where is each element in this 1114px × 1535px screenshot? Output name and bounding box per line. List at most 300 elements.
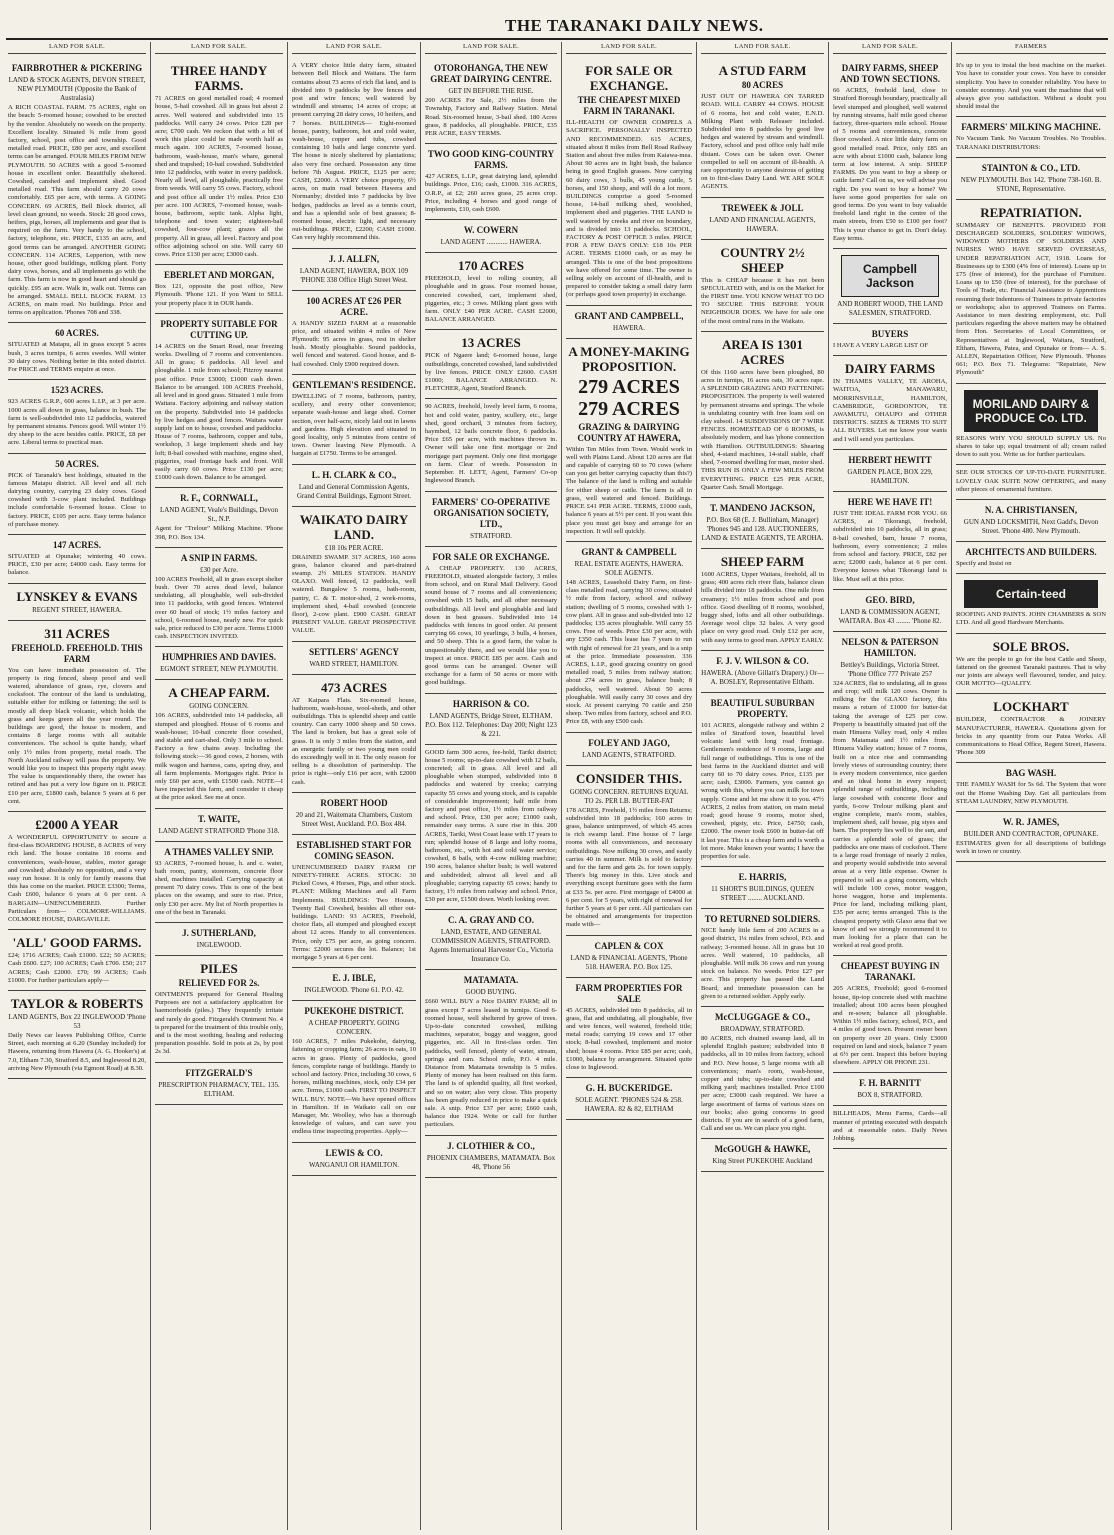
ad-headline: A CHEAP FARM. bbox=[168, 685, 270, 701]
ad-subheading: N. A. CHRISTIANSEN, bbox=[984, 504, 1078, 515]
advertisement bbox=[425, 1136, 557, 1178]
ad-body-text: A CHEAP PROPERTY. 130 ACRES, FREEHOLD, situated alongside factory, 3 miles from school, and on Rural Mail Delivery. Good sound house of 7 rooms and all conveniences; cowshed with 15 bails, and all other necessary outbuildings. All level and ploughable and laid down in best grasses. Subdivided into 14 paddocks with fences in good order. At present carrying 66 cows, 10 yearlings, 3 bulls, 4 horses, and 50 sheep. This is a good farm, the value is unquestionably there, and we would like you to inspect at once. PRICE £85 per acre. Cash and good terms can be arranged. Owner will exchange for a farm of 50 acres or more with good buildings. bbox=[425, 564, 557, 687]
column-3 bbox=[288, 42, 421, 1530]
column-6 bbox=[697, 42, 829, 1530]
advertisement bbox=[425, 745, 557, 911]
ad-subheading: 50 ACRES. bbox=[55, 458, 99, 469]
advertisement bbox=[425, 253, 557, 330]
ad-byline: GET IN BEFORE THE RISE. bbox=[448, 87, 534, 96]
ad-body-text: A RICH COASTAL FARM. 75 ACRES, right on the beach: 5-roomed house; cowshed to be erected by the vendor. Absolutely no weeds on the property. Excellent locality. Situated ¾ mile from good factory, school, post office and township. Good metalled road. PRICE, £80 per acre, and excellent terms can be arranged. FOUR MILES FROM NEW PLYMOUTH. 50 ACRES with a good 5-roomed house in excellent order. Beautifully sheltered. Cowshed, canshed and implement shed. Good metalled road. This farm should carry 20 cows comfortably. £65 per acre, with terms. A GOING CONCERN. 69 ACRES, Bell Block district, all level clean ground, no weeds. Stock: 28 good cows, heifers, pigs, horses, all implements and gear that is required on the farm. Very handy to the school, factory, telephone, etc. PRICE, £135 an acre, and good terms can be arranged. ANOTHER GOING CONCERN. 114 ACRES, Lepperton, with new house, other good buildings, milking plant. Forty dairy cows, horses, and all implements go with the farm. This farm is now in good heart and should go quickly. £95 an acre. Walk in, walk out. Terms can be arranged. SMALL BELL BLOCK FARM. 13 ACRES, on main road. No buildings. Price and terms on application. 'Phones 708 and 338. bbox=[8, 104, 146, 317]
ad-body-text: Within Ten Miles from Town. Would work in well with Plains Land. About 120 acres are flat and capable of carrying 60 to 70 cows (where can you get better carrying capacity than this?) The balance of the land is rolling and suitable for either sheep or cattle. The farm is all in grass, well watered and fenced. Buildings. PRICE £41 PER ACRE. TERMS, £1000 cash, balance 6 years at 5½ per cent. If you want this place you must get busy and arrange for an inspection. It will sell quickly. bbox=[566, 445, 692, 535]
ad-subheading: W. R. JAMES, bbox=[1002, 816, 1060, 827]
advertisement bbox=[292, 507, 416, 642]
column-heading: LAND FOR SALE. bbox=[701, 42, 824, 54]
ad-byline: GOING CONCERN. RETURNS EQUAL TO 2s. PER LB. BUTTER-FAT bbox=[569, 787, 689, 805]
ad-subheading: E. HARRIS, bbox=[738, 872, 787, 883]
ad-subheading: 60 ACRES. bbox=[55, 328, 99, 339]
ad-subheading: C. A. GRAY AND CO. bbox=[447, 915, 535, 926]
column-heading: LAND FOR SALE. bbox=[425, 42, 557, 54]
ad-body-text: DWELLING of 7 rooms, bathroom, pantry, scullery, and every other convenience; separate wash-house and large shed. Corner section, over half-acre, nicely laid out in lawns and gardens. High elevation and situated in good locality, only 5 minutes from centre of town. Owner leaving New Plymouth. A bargain at £1750. Terms to be arranged. bbox=[292, 392, 416, 458]
advertisement bbox=[155, 647, 283, 680]
ad-byline: PRESCRIPTION PHARMACY, TEL. 135. ELTHAM. bbox=[158, 1080, 280, 1098]
ad-subheading: FREEHOLD. FREEHOLD. THIS FARM bbox=[11, 642, 143, 664]
ad-subheading: L. H. CLARK & CO., bbox=[311, 469, 397, 480]
ad-subheading: R. F., CORNWALL, bbox=[180, 493, 258, 504]
advertisement bbox=[956, 500, 1106, 542]
ad-subheading: RELIEVED FOR 2s. bbox=[178, 978, 260, 989]
column-7 bbox=[829, 42, 952, 1530]
ad-subheading: BEAUTIFUL SUBURBAN PROPERTY. bbox=[710, 697, 815, 719]
ad-byline: NEW PLYMOUTH. Box 142. 'Phone 738-160. B. STONE, Representative. bbox=[960, 175, 1102, 193]
ad-headline: LOCKHART bbox=[993, 699, 1069, 715]
advertisement bbox=[155, 842, 283, 923]
ad-body-text: JUST OUT OF HAWERA ON TARRED ROAD. WILL CARRY 44 COWS. HOUSE of 6 rooms, hot and cold water, E.N.D. Milking Plant with Releaser included. Subdivided into 8 paddocks by good live hedges and watered by stream and windmill. Factory, school and post office only half mile distant. Cows can be taken over. Owner compelled to sell on account of ill-health. A rare opportunity to anyone desirous of getting on to first-class Dairy Land. WE ARE SOLE AGENTS. bbox=[701, 93, 824, 191]
ad-byline: BUILDER AND CONTRACTOR, OPUNAKE. bbox=[963, 829, 1099, 838]
advertisement bbox=[155, 548, 283, 648]
ad-subheading: HUMPHRIES AND DAVIES. bbox=[161, 652, 277, 663]
ad-body-text: BILLHEADS, Menu Farms, Cards—all manner of printing executed with despatch and at reasonable rates. Daily News Jobbing. bbox=[833, 1110, 947, 1143]
ad-body-text: Specify and Insist on bbox=[956, 559, 1012, 567]
ad-body-text: 45 ACRES, subdivided into 8 paddocks, all in grass, flat and undulating, all ploughable, five and wire fences, well watered, freehold title; metal roads; carrying 19 cows and 17 other stock; 8-bail cowshed, implement and motor shed; house 4 rooms. Price £85 per acre; cash, £1000, balance by arrangement. Situated quite close to Inglewood. bbox=[566, 1006, 692, 1072]
advertisement bbox=[155, 809, 283, 842]
ad-byline: GARDEN PLACE, BOX 229, HAMILTON. bbox=[847, 467, 933, 485]
advertisement bbox=[956, 117, 1106, 157]
ad-body-text: 93 ACRES, 7-roomed house, h. and c. water, bath room, pantry, storeroom, concrete floor shed, machines installed. Carrying capacity at present 70 dairy cows. This is one of the best places on the swamp, and sure to rise. Price, only £30 per acre. My list of North properties is one of the best in Taranaki. bbox=[155, 859, 283, 916]
ad-body-text: JUST THE IDEAL FARM FOR YOU. 66 ACRES, at Tikorangi, freehold, subdivided into 10 paddocks, all in grass; 8-bail cowshed, barn, house 7 rooms, bathroom, every convenience; 2 miles from school and factory. PRICE, £82 per acre; £2000 cash, balance at 6 per cent. Everyone knows what Tikorangi land is like. Must sell at this price. bbox=[833, 509, 947, 583]
ad-body-text: ESTIMATES given for all descriptions of buildings work in town or country. bbox=[956, 839, 1106, 856]
advertisement bbox=[155, 314, 283, 488]
ad-subheading: 1523 ACRES. bbox=[50, 385, 104, 396]
advertisement bbox=[8, 380, 146, 453]
advertisement bbox=[701, 867, 824, 909]
advertisement bbox=[292, 465, 416, 507]
ad-body-text: 90 ACRES, freehold, lovely level farm, 6 rooms, hot and cold water, pantry, scullery, etc., large shed, good orchard, 3 minutes from factory, haymbed, 12 bails concrete floor, 6 paddocks. Price £65 per acre, with machines thrown in. Owner will take one first mortgage or 2nd mortgage part payment. Only one first mortgage on farm. Clear of weeds. Possession in September. H. LETT, Agent, Farmers' Co-op Inglewood Branch. bbox=[425, 403, 557, 485]
advertisement bbox=[292, 835, 416, 968]
ad-subheading: T. MANDENO JACKSON, bbox=[710, 502, 815, 513]
advertisement bbox=[155, 680, 283, 808]
ad-body-text: IN THAMES VALLEY, TE AROHA, WAITOA, MANAWARU, MORRINSVILLE, HAMILTON, CAMBRIDGE, GORDONTON, TE AWAMUTU, OHAUPO and OTHER DISTRICTS. SIZES & TERMS TO SUIT ALL BUYERS. Let me know your wants and I will send you particulars. bbox=[833, 378, 947, 443]
advertisement bbox=[956, 542, 1106, 574]
ad-body-text: 178 ACRES, Freehold, 1½ miles from Returns; subdivided into 18 paddocks; 160 acres in grass, balance unimproved, of which 45 acres is rich swamp land. Fine house of 7 large rooms with all conveniences, and necessary outbuildings. Now milking 30 cows, and easily carries 40 in summer. Milk is sold to factory and for the farm and gets 2s. for town supply. There's big money in this. Live stock and everything except furniture goes with the farm at £33 5s. per acre. First mortgage of £4000 at 6 per cent. for 5 years, with right of renewal for further 5 years at 6 per cent. All particulars can be obtained and arrangements for inspection made with— bbox=[566, 806, 692, 929]
ad-body-text: BUILDER, CONTRACTOR & JOINERY MANUFACTURER, HAWERA. Quotations given for bricks in any quantity from our Patea Works. All communications to Head Office, Regent Street, Hawera. 'Phone 309 bbox=[956, 716, 1106, 757]
ad-subheading: GEO. BIRD, bbox=[865, 594, 915, 605]
advertisement bbox=[425, 910, 557, 970]
advertisement bbox=[155, 956, 283, 1063]
ad-body-text: NICE handy little farm of 200 ACRES in a good district, 1¼ miles from school, P.O. and railway; 3-roomed house. All in grass but 10 acres. Well watered, 10 paddocks, all ploughable. Will milk 36 cows and run young stock on balance. No weeds. Price £27 per acre. This property has passed the Land Board, and immediate possession can be given to a returned soldier. Apply early. bbox=[701, 927, 824, 1000]
advertisement bbox=[701, 651, 824, 693]
advertisement bbox=[701, 1139, 824, 1172]
column-1 bbox=[4, 42, 151, 1530]
ad-byline: P.O. Box 68 (E. J. Bullinham, Manager) 'Phones 945 and 128. AUCTIONEERS, LAND & ESTATE AGENTS, TE AROHA. bbox=[701, 515, 824, 542]
advertisement bbox=[956, 763, 1106, 812]
ad-subheading: FOLEY AND JAGO, bbox=[588, 737, 670, 748]
advertisement bbox=[8, 584, 146, 621]
ad-subheading: THE CHEAPEST MIXED FARM IN TARANAKI. bbox=[577, 95, 681, 117]
ad-subheading: FITZGERALD'S bbox=[185, 1067, 253, 1078]
ad-headline: AREA IS 1301 ACRES bbox=[722, 336, 803, 367]
ad-byline: LAND, ESTATE, AND GENERAL COMMISSION AGENTS, STRATFORD. Agents International Harvester Co., Victoria Insurance Co. bbox=[429, 928, 553, 964]
ad-body-text: This is CHEAP because it has not been SPECULATED with, and is on the Market for the FIRST time. YOU KNOW WHAT TO DO TO SECURE THIS BEFORE YOUR NEIGHBOUR DOES. We have for sale one of the most central runs in the Waikato. bbox=[701, 276, 824, 325]
ad-subheading: GRAZING & DAIRYING COUNTRY AT HAWERA, bbox=[577, 421, 681, 443]
ad-body-text: 160 ACRES, 7 miles Pukekohe, dairying, fattening or cropping farm; 26 acres in oats, 10 acres in grass. Plenty of paddocks, good fences, complete range of buildings. Handy to school and factory. Price, including 30 cows, 6 horses, milking machines, stock, only £34 per acre. Terms, £1000 cash. FIRST TO INSPECT WILL BUY. NOTE—We have opened offices in Hamilton. If in Waikato call on our Manager, Mr. Woolley, who has a thorough knowledge of values, and can save you endless time inspecting properties. Apply— bbox=[292, 1038, 416, 1136]
ad-subheading: GENTLEMAN'S RESIDENCE. bbox=[292, 379, 416, 390]
advertisement bbox=[566, 58, 692, 305]
ad-body-text: REASONS WHY YOU SHOULD SUPPLY US. No shares to take up; equal treatment of all; cream railed down to suit you. Write us for further particulars. bbox=[956, 434, 1106, 459]
ad-body-text: £660 WILL BUY a Nice DAIRY FARM; all in grass except 7 acres leased in turnips. Good 6-roomed house, well sheltered by grove of trees. Up-to-date concreted cowshed, milking machines, separator, buggy and waggon, good piggeries, etc. All in first-class order. Ten paddocks, well fenced, plenty of water, stream, springs and ram. School mile, P.O. 4 mile. Distance from Matamata township is 5 miles. Plenty of money has been realised on this farm. The land is of splendid quality, all first worked, and so on water; also very close. This property has been greatly reduced in price to make a quick sale. A snip. Price £37 per acre; £660 cash, balance due 1924. Write or call for further particulars. bbox=[425, 998, 557, 1129]
ad-subheading: OTOROHANGA, THE NEW GREAT DAIRYING CENTRE. bbox=[430, 63, 552, 85]
ad-body-text: Agent for "Trelour" Milking Machine. 'Phone 398, P.O. Box 134. bbox=[155, 525, 283, 541]
column-2 bbox=[151, 42, 288, 1530]
ad-subheading: GRANT AND CAMPBELL, bbox=[574, 310, 684, 321]
ad-subheading: TWO GOOD KING-COUNTRY FARMS. bbox=[427, 149, 555, 171]
advertisement bbox=[8, 454, 146, 535]
ad-headline: COUNTRY 2½ SHEEP bbox=[720, 244, 805, 275]
advertisement bbox=[425, 144, 557, 220]
ad-body-text: 205 ACRES, Freehold; good 6-roomed house, tip-top concrete shed with machine installed; about 100 acres been ploughed and re-sown; balance all ploughable. Within 1½ miles factory, school, P.O., and 4 miles of good town. Present owner been on property over 20 years. Only £3000 required on land and stock, balance 7 years at 6½ per cent. Inspect this before buying elsewhere. APPLY OR PHONE 231. bbox=[833, 985, 947, 1067]
ad-subheading: MATAMATA. bbox=[463, 975, 519, 986]
ad-subheading: SETTLERS' AGENCY bbox=[309, 646, 399, 657]
column-4 bbox=[421, 42, 562, 1530]
ad-byline: BOX 8, STRATFORD. bbox=[857, 1091, 923, 1100]
ad-byline: GOOD BUYING. bbox=[465, 988, 517, 997]
ad-subheading: FOR SALE OR EXCHANGE. bbox=[432, 551, 550, 562]
advertisement bbox=[833, 632, 947, 957]
ad-byline: BROADWAY, STRATFORD. bbox=[720, 1025, 805, 1034]
advertisement bbox=[425, 220, 557, 253]
advertisement bbox=[292, 642, 416, 675]
ad-subheading: T. WAITE, bbox=[198, 813, 240, 824]
ad-body-text: It's up to you to instal the best machine on the market. You have to consider your cows. You have to consider simplicity. You have to consider reliability. You have to consider economy. And you want the machine that will always give you satisfaction. Without a doubt you should instal the bbox=[956, 62, 1106, 111]
ad-subheading: FAIRBROTHER & PICKERING bbox=[11, 63, 143, 74]
ad-body-text: No Vacuum Tank. No Vacuum Troubles. No Troubles. TARANAKI DISTRIBUTORS: bbox=[956, 135, 1106, 151]
advertisement bbox=[833, 58, 947, 249]
advertisement bbox=[833, 1073, 947, 1106]
ad-byline: STRATFORD. bbox=[470, 531, 512, 540]
advertisement bbox=[956, 384, 1106, 466]
advertisement bbox=[956, 694, 1106, 763]
ad-byline: King Street PUKEKOHE Auckland bbox=[712, 1157, 813, 1166]
ad-byline: £30 per Acre. bbox=[200, 565, 238, 574]
ad-headline: WAIKATO DAIRY LAND. bbox=[299, 511, 409, 542]
ad-subheading: PROPERTY SUITABLE FOR CUTTING UP. bbox=[160, 318, 278, 340]
advertisement bbox=[292, 58, 416, 248]
advertisement bbox=[8, 58, 146, 323]
advertisement bbox=[701, 58, 824, 197]
advertisement bbox=[292, 1143, 416, 1176]
column-heading: LAND FOR SALE. bbox=[155, 42, 283, 54]
ad-headline: TAYLOR & ROBERTS bbox=[10, 996, 144, 1012]
ad-body-text: 80 ACRES, rich drained swamp land, all in splendid English pasture; subdivided into 8 paddocks, all in 10 miles from factory, school and P.O. New house, 5 large rooms with all conveniences; man's room, wash-house, copper and tubs; up-to-date cowshed and milking yard; machines installed. Price £100 per acre; £3000 cash required. We have a large assortment of farms of various sizes on our books; also going concerns in good districts. If you are in search of a good farm, Call and see us. We can place you right. bbox=[701, 1035, 824, 1133]
advertisement bbox=[956, 634, 1106, 695]
advertisement bbox=[566, 306, 692, 339]
ad-body-text: 1600 ACRES, Upper Waitara, freehold, all in grass; 400 acres rich river flats, balance clean hills divided into 18 paddocks. One mile from creamery; 1½ miles from school and post office. Good dwelling of 8 rooms, woolshed, buggy shed, lofts and all other outbuildings. Average wool clips 32 bales. A very good place on very good road. Only £12 per acre, with easy terms to good man. APPLY EARLY. bbox=[701, 570, 824, 644]
advertisement bbox=[155, 58, 283, 265]
ad-byline: 20 and 21, Waitemata Chambers, Custom Street West, Auckland. P.O. Box 484. bbox=[295, 810, 413, 828]
ad-headline: THREE HANDY FARMS. bbox=[170, 63, 268, 94]
ad-subheading: LEWIS & CO. bbox=[325, 1147, 383, 1158]
ad-body-text: OINTMENTS prepared for General Healing Purposes are not a satisfactory application for haemorrhoids (piles.) They frequently irritate and rarely do good. Fitzgerald's Ointment No. 4 is prepared for the treatment of this trouble only, and is the most soothing, healing and reducing preparation possible. Sold in pots at 2s, by post 2s 3d. bbox=[155, 991, 283, 1056]
ad-byline: HAWERA. bbox=[613, 323, 645, 332]
ad-byline: LAND AGENT ............ HAWERA. bbox=[440, 238, 542, 247]
ad-body-text: You can have immediate possession of. The property is ring fenced, sheep proof and well watered, abundance of grass, rye, clovers and cocksfoot. The contour of the land is undulating, suitable either for milking or fattening; the soil is mostly all deep black volcanic, which holds the grass and keeps green all the year round. The buildings are good, the house is modern, and contains 8 large rooms with all suitable conveniences. The school is quite handy, wharf only 1½ miles from property, metal roads. The North Auckland railway will pass the property. We would like you to inspect this property right away. The value is unquestionably there, the owner has retired and has put a very low figure on it. PRICE £10 per acre, £1800 cash, balance 5 years at 6 per cent. bbox=[8, 666, 146, 805]
ad-subheading: PUKEKOHE DISTRICT. bbox=[304, 1006, 404, 1017]
advertisement bbox=[566, 733, 692, 766]
ad-byline: WARD STREET, HAMILTON. bbox=[309, 659, 399, 668]
advertisement bbox=[8, 323, 146, 380]
advertisement bbox=[292, 793, 416, 835]
ad-subheading: DAIRY FARMS, SHEEP AND TOWN SECTIONS. bbox=[840, 63, 940, 85]
column-5 bbox=[562, 42, 697, 1530]
ad-body-text: GOOD farm 300 acres, fee-hold, Tariki district; house 5 rooms; up-to-date cowshed with 12 bails, concreted; all in grass. All level and all ploughable when stumped, subdivided into 8 paddocks and watered by creeks; carrying capacity 55 cows and young stock, and is capable of considerable improvement; half mile from factory and post office, 1½ miles from railway and school. Price, £30 per acre; £1000 cash, remainder easy terms. A sure rise in this. 200 ACRES, Tariki, West Coast lease with 17 years to run; splendid house of 8 large and lofty rooms, bathroom, etc., with hot and cold water service; cowshed, 8 bails, with 4-cow milking machine; 190 acres, balance shelter bush; is well watered and subdivided; almost all level and all ploughable; carrying capacity 65 cows; handy to factory, 1½ miles from railway and school. Price, £30 per acre, £1500 down. Worth looking over. bbox=[425, 748, 557, 904]
ad-subheading: A SNIP IN FARMS. bbox=[180, 552, 258, 563]
ad-subheading: TO RETURNED SOLDIERS. bbox=[704, 914, 821, 925]
ad-body-text: SITUATED at Opunake; wintering 40 cows. PRICE, £30 per acre; £4000 cash. Easy terms for balance. bbox=[8, 552, 146, 577]
advertiser-logo: MORILAND DAIRY & PRODUCE Co. LTD. bbox=[964, 390, 1098, 432]
ad-subheading: EBERLET AND MORGAN, bbox=[163, 270, 275, 281]
ad-body-text: A HANDY SIZED FARM at a reasonable price, and situated within 4 miles of New Plymouth: 95 acres in grass, rest in shelter bush. Mostly ploughable. Sound paddocks, well fenced and watered. Good house, and 8-bail cowshed. Only £900 required down. bbox=[292, 319, 416, 368]
ad-headline: REPATRIATION. bbox=[980, 204, 1082, 220]
ad-byline: AND ROBERT WOOD, THE LAND SALESMEN, STRATFORD. bbox=[837, 300, 943, 318]
ad-byline: REAL ESTATE AGENTS, HAWERA. SOLE AGENTS. bbox=[574, 559, 684, 577]
ad-subheading: CAPLEN & COX bbox=[594, 940, 664, 951]
advertisement bbox=[833, 324, 947, 356]
advertisement bbox=[292, 291, 416, 375]
ad-byline: GUN AND LOCKSMITH, Next Gadd's, Devon Street. 'Phone 480. New Plymouth. bbox=[963, 517, 1099, 535]
ad-subheading: W. COWERN bbox=[463, 225, 519, 236]
ad-body-text: A VERY choice little dairy farm, situated between Bell Block and Waitara. The farm contains about 73 acres of rich flat land, and is divided into 9 paddocks by live fences and post and wire fences; well watered by windmill and streams; 14 acres of crops; at present carrying 28 dairy cows, 10 heifers, and 7 horses. BUILDINGS— Eight-roomed house, pantry, bathroom, hot and cold water, wash-house, copper and tubs, cowshed containing 10 bails and large concrete yard. The house is nicely sheltered by plantations; also very fine orchard. Possession any time before 7th August. PRICE, £125 per acre; CASH, £2000. A VERY choice property, 6½ acres, on main road between Hawera and Normanby; divided into 7 paddocks by live hedges, paddocks as level as a tennis court, and has a splendid sole of best grasses; 8-roomed house, electric light, and necessary out-buildings. PRICE, £2200; CASH £1000. Can very highly recommend this. bbox=[292, 62, 416, 242]
advertisement bbox=[701, 693, 824, 867]
advertiser-logo: Certain-teed bbox=[964, 580, 1098, 608]
ad-byline: PHOENIX CHAMBERS, MATAMATA. Box 48, 'Phone 56 bbox=[426, 1153, 556, 1171]
advertisement bbox=[155, 1063, 283, 1105]
advertisement bbox=[701, 332, 824, 498]
advertisement bbox=[701, 498, 824, 549]
advertisement bbox=[833, 1106, 947, 1149]
ad-byline: HAWERA. (Above Gillatt's Drapery.) Or— A. BOSLEY, Representative Eltham. bbox=[701, 668, 824, 686]
ad-subheading: 147 ACRES. bbox=[52, 539, 101, 550]
ad-subheading: ARCHITECTS AND BUILDERS. bbox=[965, 546, 1097, 557]
ad-body-text: 200 ACRES For Sale, 2½ miles from the Township, Factory and Railway Station. Metal Road. Six-roomed house, 3-bail shed. 180 Acres grass, 8 paddocks, all ploughable. PRICE, £35 PER ACRE, EASY TERMS. bbox=[425, 97, 557, 138]
ad-body-text: 923 ACRES G.R.P., 600 acres L.I.P., at 3 per acre. 1000 acres all down in grass, balance in bush. The farm is well-subdivided into 12 paddocks, watered by permanent streams. Fences good. Will winter 1½ dry sheep to the acre besides cattle. PRICE, £8 per acre. Liberal terms to practical man. bbox=[8, 398, 146, 447]
ad-subheading: FARM PROPERTIES FOR SALE bbox=[575, 982, 683, 1004]
ad-headline: 473 ACRES bbox=[320, 679, 388, 695]
ad-headline: LYNSKEY & EVANS bbox=[16, 588, 138, 604]
ad-headline: £2000 A YEAR bbox=[35, 817, 119, 832]
advertisement bbox=[956, 812, 1106, 862]
ad-subheading: ESTABLISHED START FOR COMING SEASON. bbox=[296, 839, 412, 861]
ad-subheading: STAINTON & CO., LTD. bbox=[981, 162, 1081, 173]
advertisement bbox=[833, 590, 947, 632]
ad-body-text: 324 ACRES, flat to undulating, all in grass and crop; will milk 120 cows. Owner is milking for the GLAXO factory, this means a return of £1000 for butter-fat taking the average of £25 per cow. Property is beautifully situated just off the main Hinuera Valley road, only 4 miles from Matamata and 1½ miles from Hinuera Valley station; house of 7 rooms, built on a nice rise and commanding lovely views of surrounding country; there is every modern convenience, nice garden and an ideal home in every respect; splendid range of outbuildings, including large cowshed with concrete floor and yards, 6-cow Trelour milking plant and engine complete, man's room, stables, implement shed, calf house, pig styes and barn. The property lies well to the sun, and carries a splendid sole of grass; the paddocks are one mass of cocksfoot. There is a large road frontage of nearly 2 miles, and property would subdivide into several areas at a very little expense. Owner is prepared to sell as a going concern, which will include 100 cows, motor waggon, horse waggon, horse and implements. Price for land, including milking plant, £35 per acre; terms arranged. This is the cheapest property with Glaxo area that we know of and we strongly recommend it to man looking for a place that can be worked at real good profit. bbox=[833, 679, 947, 950]
ad-body-text: 66 ACRES, freehold land, close to Stratford Borough boundary, practically all level stumped and ploughed, well watered by running streams, half mile good cheese factory, three-quarters mile school. House of 5 rooms and conveniences, concrete floor cowshed. A nice little dairy farm on good metalled road. Price, only £85 an acre with about £1000 cash, balance long term at low interest. A snip. SHEEP FARMS. Do you want to buy a sheep or cattle farm? Call on us, we will advise you right. Do you want to buy a home? We have some good properties for sale on good terms. Do you want to buy valuable freehold land right in the centre of the main streets, from £50 to £100 per foot? This is your chance to get in. Don't delay. Easy terms. bbox=[833, 87, 947, 242]
advertisement bbox=[425, 694, 557, 745]
advertisement bbox=[566, 766, 692, 936]
advertisement bbox=[8, 991, 146, 1079]
advertisement bbox=[425, 399, 557, 491]
column-heading: LAND FOR SALE. bbox=[833, 42, 947, 54]
ad-byline: 11 SHORT'S BUILDINGS, QUEEN STREET ........ AUCKLAND. bbox=[711, 885, 814, 903]
advertisement bbox=[8, 812, 146, 930]
advertisement bbox=[566, 339, 692, 542]
ad-byline: £18 10s PER ACRE. bbox=[324, 543, 384, 552]
ad-body-text: UNENCUMBERED DAIRY FARM OF NINETY-THREE ACRES. STOCK: 30 Picked Cows, 4 Horses, Pigs, and other stock. PLANT: Milking Machines and all Farm Implements. BUILDINGS: Two Houses, Twenty Bail Cowshed, besides all other out-buildings. LAND: 93 ACRES, Freehold, choice flats, all stumped and ploughed except about 12 acres. Handy to all conveniences. Price, only £75 per acre, as going concern. Terms: £2000 secures the lot. Balance; 1st mortgage 5 years at 6 per cent. bbox=[292, 863, 416, 962]
advertisement bbox=[833, 356, 947, 450]
column-heading: LAND FOR SALE. bbox=[8, 42, 146, 54]
ad-subheading: TREWEEK & JOLL bbox=[721, 202, 804, 213]
ad-byline: LAND AGENTS, Box 22 INGLEWOOD 'Phone 53 bbox=[8, 1013, 146, 1031]
ad-headline: SOLE BROS. bbox=[992, 638, 1070, 654]
ad-subheading: NELSON & PATERSON HAMILTON. bbox=[841, 636, 939, 658]
ad-headline: SHEEP FARM bbox=[720, 553, 805, 569]
ad-byline: WANGANUI OR HAMILTON. bbox=[308, 1160, 400, 1169]
ad-byline: LAND AGENT, HAWERA, BOX 109 'PHONE 338 Office High Street West. bbox=[299, 266, 409, 284]
ad-body-text: PICK of Ngaere land; 6-roomed house, large outbuildings, concreted cowshed, land subdivided by live fences. PRICE ONLY £2600. CASH £1000; BALANCE ARRANGED. N. FLETCHER, Agent, Stratford Branch. bbox=[425, 352, 557, 393]
ad-headline: A MONEY-MAKING PROPOSITION. bbox=[568, 343, 690, 374]
ad-byline: INGLEWOOD. 'Phone 61. P.O. 42. bbox=[304, 986, 404, 995]
ad-subheading: F. J. V. WILSON & CO. bbox=[716, 655, 809, 666]
ad-body-text: ROOFING AND PAINTS. JOHN CHAMBERS & SON LTD. And all good Hardware Merchants. bbox=[956, 611, 1106, 627]
ad-subheading: BAG WASH. bbox=[1005, 768, 1057, 779]
ad-byline: LAND & STOCK AGENTS, DEVON STREET, NEW PLYMOUTH (Opposite the Bank of Australasia) bbox=[8, 76, 146, 103]
ad-byline: A CHEAP PROPERTY. GOING CONCERN. bbox=[308, 1019, 400, 1037]
ad-headline: FOR SALE OR EXCHANGE. bbox=[585, 63, 673, 94]
ad-body-text: 14 ACRES on the Smart Road, near freezing works. Dwelling of 7 rooms and conveniences. All in grass; 6 paddocks. All level and ploughable. 1 mile from school; Fitzroy nearest post office. Price £3000; £1000 cash down. Balance to be arranged. 100 ACRES Freehold, all level and in good grass. Situated 1 mile from Waitara. Factory adjoining and railway station on the property. Subdivided into 14 paddocks by live hedges and good fences. Waitara water supply laid on to house, cowshed and paddocks. House of 7 rooms, bathroom, copper and tubs, workshop, 3 large implement sheds and hay loft; 8-bail cowshed with machine, engine shed, piggeries, road frontage back and front. Will easily carry 60 cows. Price £130 per acre; £1000 cash down. Balance to be arranged. bbox=[155, 342, 283, 482]
ad-body-text: 71 ACRES on good metalled road; 4 roomed house, 5-bail cowshed. All in grass but about 2 acres. Well watered and subdivided into 15 paddocks. Will carry 24 cows. Price £28 per acre; £700 cash. We reckon that with a bit of work this place could be made worth half as much again. 100 ACRES, 7-roomed house, bathroom, wash-house, man's whare, general shed and trapshed; 10-bail cowshed. Subdivided into 12 paddocks, with water in every paddock. Nearly all level, all ploughable, practically free from weeds. Will carry 55 cows. Factory, school and post office all under 1½ miles. Price £30 per acre. 100 ACRES, 7-roomed house, wash-house, bathroom, septic tank. Alpha light, telephone and town water; eighteen-bail cowshed, four-cow plant; grazes all the property. All in grass, all level. Factory and post office adjoining school on site. Will carry 60 cows. Price £130 per acre; £3000 cash. bbox=[155, 95, 283, 259]
ad-subheading: ROBERT HOOD bbox=[320, 797, 388, 808]
ad-body-text: £24; 1716 ACRES; Cash £1000. £22; 50 ACRES; Cash £600. £27; 100 ACRES; Cash £700. £50; 217 ACRES; Cash £2000. £70; 99 ACRES; Cash £1000. For further particulars apply— bbox=[8, 952, 146, 984]
ad-body-text: A WONDERFUL OPPORTUNITY to secure a first-class BOARDING HOUSE, 8 ACRES of very rich land. The house contains 18 rooms and conveniences, wash-house, stables, motor garage and cowshed; absolutely no opposition, and a very easy run house. It is only for family reasons that this has come on the market. PRICE £3300; Terms, Cash £600, balance 6 years at 6 per cent. A BARGAIN—UNENCUMBERED. Further Particulars from— COLMORE-WILLIAMS. COLMORE HOUSE, DARGAVILLE. bbox=[8, 834, 146, 924]
ad-byline: REGENT STREET, HAWERA. bbox=[32, 605, 122, 614]
advertisement bbox=[425, 330, 557, 399]
ad-body-text: FREEHOLD, level to rolling country, all ploughable and in grass. Four roomed house, concreted cowshed, cart, implement shed, piggeries, etc.; 3 cows. Milking plant goes with farm. ONLY £40 PER ACRE. CASH £2000, BALANCE ARRANGED. bbox=[425, 275, 557, 324]
advertisement bbox=[425, 58, 557, 144]
ad-subheading: HERE WE HAVE IT! bbox=[847, 496, 933, 507]
ad-subheading: BUYERS bbox=[871, 329, 909, 340]
ad-subheading: E. J. IBLE, bbox=[332, 973, 376, 984]
advertisement bbox=[292, 675, 416, 793]
advertisement bbox=[956, 465, 1106, 500]
ad-body-text: SITUATED at Matapu, all in grass except 5 acres bush, 3 acres turnips, 6 acres swedes. Will winter 30 dairy cows. Nothing better in this noted district. For PRICE and TERMS enquire at once. bbox=[8, 341, 146, 374]
ad-headline: DAIRY FARMS bbox=[844, 361, 936, 377]
ad-subheading: McCLUGGAGE & CO., bbox=[715, 1012, 810, 1023]
ad-body-text: 100 ACRES Freehold, all in grass except shelter bush. Over 70 acres dead level, balance undulating, all ploughable, well sub-divided into 11 paddocks, with good fences. Wintered over 60 head of stock; 1½ miles factory and school, 6-roomed house, nearly new. For quick sale, price reduced to £30 per acre. Terms £1000 cash. INSPECTION INVITED. bbox=[155, 575, 283, 641]
masthead-rule bbox=[6, 38, 1108, 40]
advertisement bbox=[8, 930, 146, 991]
ad-byline: INGLEWOOD. bbox=[196, 941, 242, 950]
ad-subheading: J. CLOTHIER & CO., bbox=[447, 1140, 535, 1151]
ad-byline: GOING CONCERN. bbox=[189, 702, 249, 711]
ad-subheading: FARMERS' CO-OPERATIVE ORGANISATION SOCIETY, LTD., bbox=[432, 496, 550, 529]
advertisement bbox=[155, 923, 283, 956]
ad-headline: 170 ACRES bbox=[457, 258, 525, 274]
ad-subheading: G. H. BUCKERIDGE. bbox=[585, 1083, 673, 1094]
ad-body-text: SEE OUR STOCKS OF UP-TO-DATE FURNITURE. LOVELY OAK SUITE NOW OFFERING, and many other pieces of ornamental furniture. bbox=[956, 469, 1106, 493]
advertisement bbox=[425, 492, 557, 547]
ad-large-heading: 279 ACRES 279 ACRES bbox=[578, 375, 680, 420]
advertisement bbox=[833, 492, 947, 590]
ad-byline: LAND & COMMISSION AGENT, WAITARA. Box 43 ........ 'Phone 82. bbox=[838, 607, 942, 625]
ad-byline: Bettley's Buildings, Victoria Street. 'Phone Office 777 Private 257 bbox=[840, 660, 940, 678]
advertisement bbox=[292, 375, 416, 465]
column-heading: LAND FOR SALE. bbox=[566, 42, 692, 54]
advertisement bbox=[701, 1007, 824, 1139]
advertisement bbox=[701, 909, 824, 1007]
ad-headline: 311 ACRES bbox=[44, 625, 110, 641]
ad-body-text: AT Kaipara Flats. Six-roomed house, bathroom, wash-house, wool-sheds, and other outbuildings. This is splendid sheep and cattle country. Can carry 1000 sheep and 50 cows. The land is broken, but has a great sole of grass. It is only 3 miles from the station, and an energetic family or two young men could do exceedingly well in it. The only reason for selling is a dissolution of partnership. The price is right—only £16 per acre, with £2000 cash. bbox=[292, 696, 416, 786]
masthead bbox=[0, 0, 1114, 40]
advertisement bbox=[956, 574, 1106, 633]
ad-body-text: 106 ACRES, subdivided into 14 paddocks, all stumped and ploughed. House of 6 rooms and wash-house; 10-bail concrete floor cowshed, and stable and cart-shed. Only 3 mile to school. Factory a few chains away. Including the following stock:—36 good cows, 2 horses, with milk wagon and harness, cans, spring dray, and all farm implements. Mortgages right. Price is only £60 per acre, with £1500 cash. NOTE—I have inspected this farm, and consider it cheap at the price asked. See me at once. bbox=[155, 712, 283, 802]
advertisement bbox=[956, 200, 1106, 384]
ad-byline: EGMONT STREET, NEW PLYMOUTH. bbox=[160, 665, 278, 674]
ad-subheading: GRANT & CAMPBELL bbox=[581, 546, 677, 557]
ad-body-text: 101 ACRES, alongside railway and within 2 miles of Stratford town, beautiful level volcanic land with long road frontage. Gentlemen's residence of 9 rooms, large and full range of outbuildings. This is one of the best farms in the Auckland district and will carry 60 to 70 dairy cows. Price, £135 per acre; cash, £3000. Farmers, you cannot go wrong with this, where you can milk for town supply. Come and let me show it to you. 47½ ACRES, 2 miles from station, on main metal road; good house 9 rooms, motor shed, cowshed, pigsty, etc. Price, £4750; cash, £2000. The owner took £600 in butter-fat off it last year. This is a cheap farm and is worth a lot more. Make known your wants; I have the properties for sale. bbox=[701, 721, 824, 860]
advertisement bbox=[292, 1001, 416, 1142]
advertisement bbox=[155, 488, 283, 547]
advertisement bbox=[701, 198, 824, 240]
ad-byline: LAND AGENTS, STRATFORD. bbox=[582, 750, 676, 759]
ad-subheading: HARRISON & CO. bbox=[452, 698, 530, 709]
column-heading: FARMERS bbox=[956, 42, 1106, 54]
advertisement bbox=[833, 450, 947, 492]
advertisement bbox=[833, 956, 947, 1073]
ad-headline: 13 ACRES bbox=[461, 335, 521, 351]
ad-subheading: FARMERS' MILKING MACHINE. bbox=[961, 122, 1101, 133]
ad-headline: PILES bbox=[200, 961, 238, 977]
ad-body-text: Of this 1160 acres have been ploughed, 80 acres in turnips, 16 acres oats, 30 acres rape. A SPLENDID GRAZING AND FATTENING PROPOSITION. The property is well watered by permanent streams and springs. The whole is undulating country with free loam soil on clay subsoil. 14 SUBDIVISIONS OF 7 WIRE FENCES. HOMESTEAD OF 6 ROOMS, is absolutely modern, and has 'phone connection with Hamilton. OUTBUILDINGS: Shearing shed, 4-stand machines, 14-stall stable, chaff shed, 7-roomed dwelling for man, motor shed. THIS RUN IS ONLY A FEW MILES FROM EVERYTHING. PRICE £25 PER ACRE, Quarter Cash. Small Mortgage. bbox=[701, 368, 824, 491]
column-heading: LAND FOR SALE. bbox=[292, 42, 416, 54]
advertisement bbox=[701, 240, 824, 332]
advertisement bbox=[956, 158, 1106, 200]
advertisement bbox=[8, 621, 146, 812]
ad-subheading: 80 ACRES bbox=[741, 80, 784, 91]
ad-body-text: PICK of Taranaki's best holdings, situated in the famous Matapu district. All level and all rich dairying country, carrying 23 dairy cows. Good cowshed with 3-cow plant included. Buildings include comfortable 6-roomed house. Close to factory. PRICE, £105 per acre. Easy terms balance of purchase money. bbox=[8, 471, 146, 528]
advertiser-logo: Campbell Jackson bbox=[841, 255, 939, 297]
ad-body-text: Daily News car leaves Publishing Office, Currie Street, each morning at 6.20 (Sunday included) for Hawera, returning from Hawera (A. G. Hooker's) at 7.0, Eltham 7.30, Stratford 8.5, and Inglewood 8.20, arriving New Plymouth (via Egmont Road) at 8.30. bbox=[8, 1032, 146, 1072]
ad-body-text: ILL-HEALTH OF OWNER COMPELS A SACRIFICE. PERSONALLY INSPECTED AND RECOMMENDED. 615 ACRES, situated about 8 miles from Bell Road Railway Station and about five miles from Kaiawa-mea. About 90 acres are in light bush, the balance being in good English grasses. Now carrying 60 dairy cows, 3 bulls, 45 young cattle, 5 horses, and 150 sheep, and will do a lot more. BUILDINGS comprise a good 5-roomed house, 14-bail milking shed, woolshed, implement shed and piggeries. THE LAND is well watered by creeks and river on boundary, and is divided into 13 paddocks. SCHOOL, FACTORY & POST OFFICE 3 miles. PRICE FOR A FEW DAYS ONLY: £18 10s PER ACRE. TERMS £1000 cash, or as may be arranged. This is one of the best propositions we have offered for some time. The owner is selling solely on account of ill-health, and is prepared to consider taking a small dairy farm (or perhaps good town property) in exchange. bbox=[566, 119, 692, 299]
ad-body-text: SUMMARY OF BENEFITS. PROVIDED FOR DISCHARGED SOLDIERS, SOLDIERS' WIDOWS, WIDOWED MOTHERS OF SOLDIERS AND NURSES WHO HAVE SERVED OVERSEAS, UNDER REPATRIATION ACT, 1918. Loans for Businesses up to £300 (4% free of interest). Loans up to £75 (free of interest), for the purchase of Furniture. Loans up to £50 (free of interest), for the purchase of Tools of Trade, etc. Financial Assistance to Apprentices resuming their Indentures of Trainees in private factories or workshops; also to approved Trainees on Farms. Assistance to men desiring employment, etc. Full particulars regarding the above matters may be obtained from Hon. Secretaries of Local Committees, or Representatives at Inglewood, Waitara, Stratford, Eltham, Hawera, Patea, and Opunake or from— A. S. ALLEN, Repatriation Officer, New Plymouth. 'Phones 661; P.O. Box 71. Telegrams: "Repatriate, New Plymouth" bbox=[956, 221, 1106, 377]
advertisement bbox=[566, 542, 692, 733]
ad-headline: CONSIDER THIS. bbox=[576, 770, 682, 786]
advertisement bbox=[292, 968, 416, 1001]
ad-byline: LAND AGENT, Veale's Buildings, Devon St., N.P. bbox=[159, 506, 279, 524]
ad-byline: LAND & FINANCIAL AGENTS, 'Phone 518. HAWERA. P.O. Box 125. bbox=[570, 953, 688, 971]
advertisement bbox=[701, 549, 824, 651]
ad-subheading: CHEAPEST BUYING IN TARANAKI. bbox=[840, 961, 940, 983]
ad-byline: LAND AGENT STRATFORD 'Phone 318. bbox=[158, 826, 280, 835]
ad-body-text: DRAINED SWAMP. 317 ACRES, 160 acres grass, balance cleared and part-drained swamp. 2½ MILES STATION. HANDY OLAXO. Well fenced, 12 paddocks, well watered. Bungalow 5 rooms, bath-room, pantry, C. & T. motor-shed, 2 work-rooms, implement shed, 4-bail cowshed (concrete floor), 2-cow plant. £900 CASH. GREAT PRESENT VALUE. GREAT PROSPECTIVE VALUE. bbox=[292, 553, 416, 635]
advertisement bbox=[425, 547, 557, 694]
advertisement bbox=[833, 249, 947, 324]
advertisement bbox=[292, 249, 416, 291]
column-8 bbox=[952, 42, 1110, 1530]
ad-byline: Land and General Commission Agents, Grand Central Buildings, Egmont Street. bbox=[296, 482, 412, 500]
ad-subheading: HERBERT HEWITT bbox=[848, 454, 932, 465]
advertisement bbox=[566, 936, 692, 978]
ad-subheading: J. J. ALLFN, bbox=[328, 253, 380, 264]
ad-body-text: 427 ACRES, L.I.P., great dairying land, splendid buildings. Price, £16; cash, £1000. 316 ACRES, O.R.P., at £2; 260 acres grass, 25 acres crop. Price, including 4 horses and good range of implements, £10, cash £600. bbox=[425, 173, 557, 214]
advertisement bbox=[8, 535, 146, 584]
ad-body-text: I HAVE A VERY LARGE LIST OF bbox=[833, 342, 929, 350]
ad-subheading: J. SUTHERLAND, bbox=[182, 928, 256, 939]
newspaper-title: THE TARANAKI DAILY NEWS. bbox=[505, 16, 764, 35]
advertisement bbox=[566, 1078, 692, 1120]
ad-byline: LAND AGENTS, Bridge Street, ELTHAM. P.O. Box 112. Telephones: Day 200; Night 123 & 221. bbox=[425, 711, 557, 738]
ad-body-text: Box 121, opposite the post office, New Plymouth. 'Phone 121. If you Want to SELL your property place it in OUR hands. bbox=[155, 283, 283, 307]
advertisement bbox=[155, 265, 283, 314]
ad-body-text: 148 ACRES, Leasehold Dairy Farm, on first-class metalled road, carrying 30 cows; situated ½ mile from factory, school and railway station; dwelling of 5 rooms, cowshed with 1-cow plant. All in grass and sub-divided into 12 paddocks; 135 acres ploughable. Will carry 55 cows. Free of weeds. Price £30 per acre, with any £350 cash. This lease has 7 years to run with right of renewal for 21 years, and is a snip at the price. Immediate possession. 336 ACRES, L.I.P., good grazing country on good metalled road, 5 miles from railway station; about 274 acres in grass, balance bush; 8 paddocks, well watered. About 50 acres ploughable. Will easily carry 30 cows and dry stock. At present carrying 70 cattle and 250 sheep. Two miles from factory, school and P.O. Price £8, with any £500 cash. bbox=[566, 578, 692, 726]
advertisement bbox=[425, 970, 557, 1135]
